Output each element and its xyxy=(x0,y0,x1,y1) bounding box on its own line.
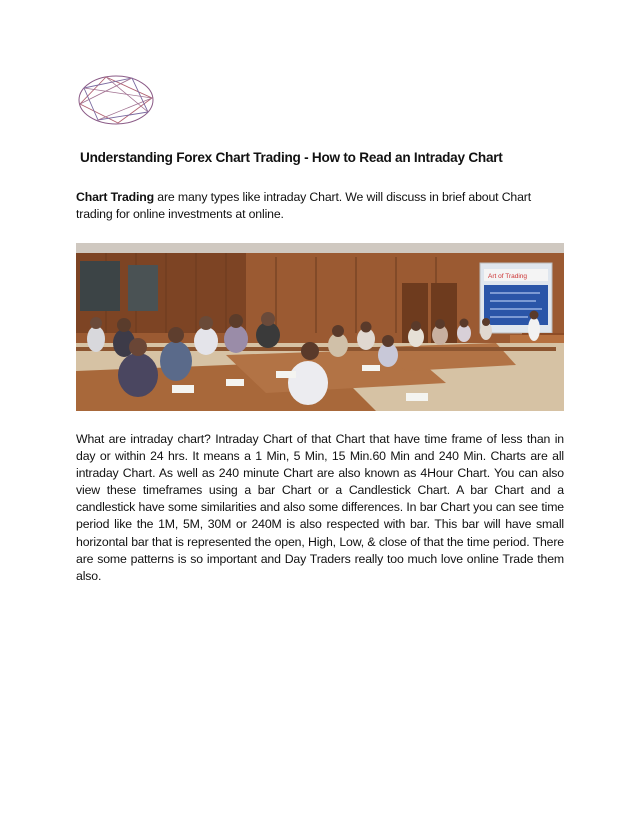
seminar-photo xyxy=(76,243,564,411)
intro-bold-term: Chart Trading xyxy=(76,190,154,204)
intro-paragraph xyxy=(76,189,566,223)
logo-icon xyxy=(76,74,156,126)
screen-title: Art of Trading xyxy=(488,273,528,280)
intro-text: are many types like intraday Chart. We will discuss in brief about Chart trading for online investments at online. xyxy=(76,190,532,221)
body-paragraph: What are intraday chart? Intraday Chart of that Chart that have time frame of less than in day or within 24 hrs. It means a 1 Min, 5 Min, 15 Min.60 Min and 240 Min. Charts are all intraday Chart. As well as 240 minute Chart are also known as 4Hour Chart. You can also view these timeframes using a bar Chart or a Candlestick Chart. A bar Chart and a candlestick have some similarities and also some differences. In bar Chart you can see time period like the 1M, 5M, 30M or 240M is also respected with bar. This bar will have small horizontal bar that is represented the open, High, Low, & close of that the time period. There are some patterns is so important and Day Traders really too much love online Trade them also. xyxy=(76,432,564,583)
seminar-photo-illustration xyxy=(76,243,564,411)
page-title: Understanding Forex Chart Trading - How to Read an Intraday Chart xyxy=(80,150,503,165)
